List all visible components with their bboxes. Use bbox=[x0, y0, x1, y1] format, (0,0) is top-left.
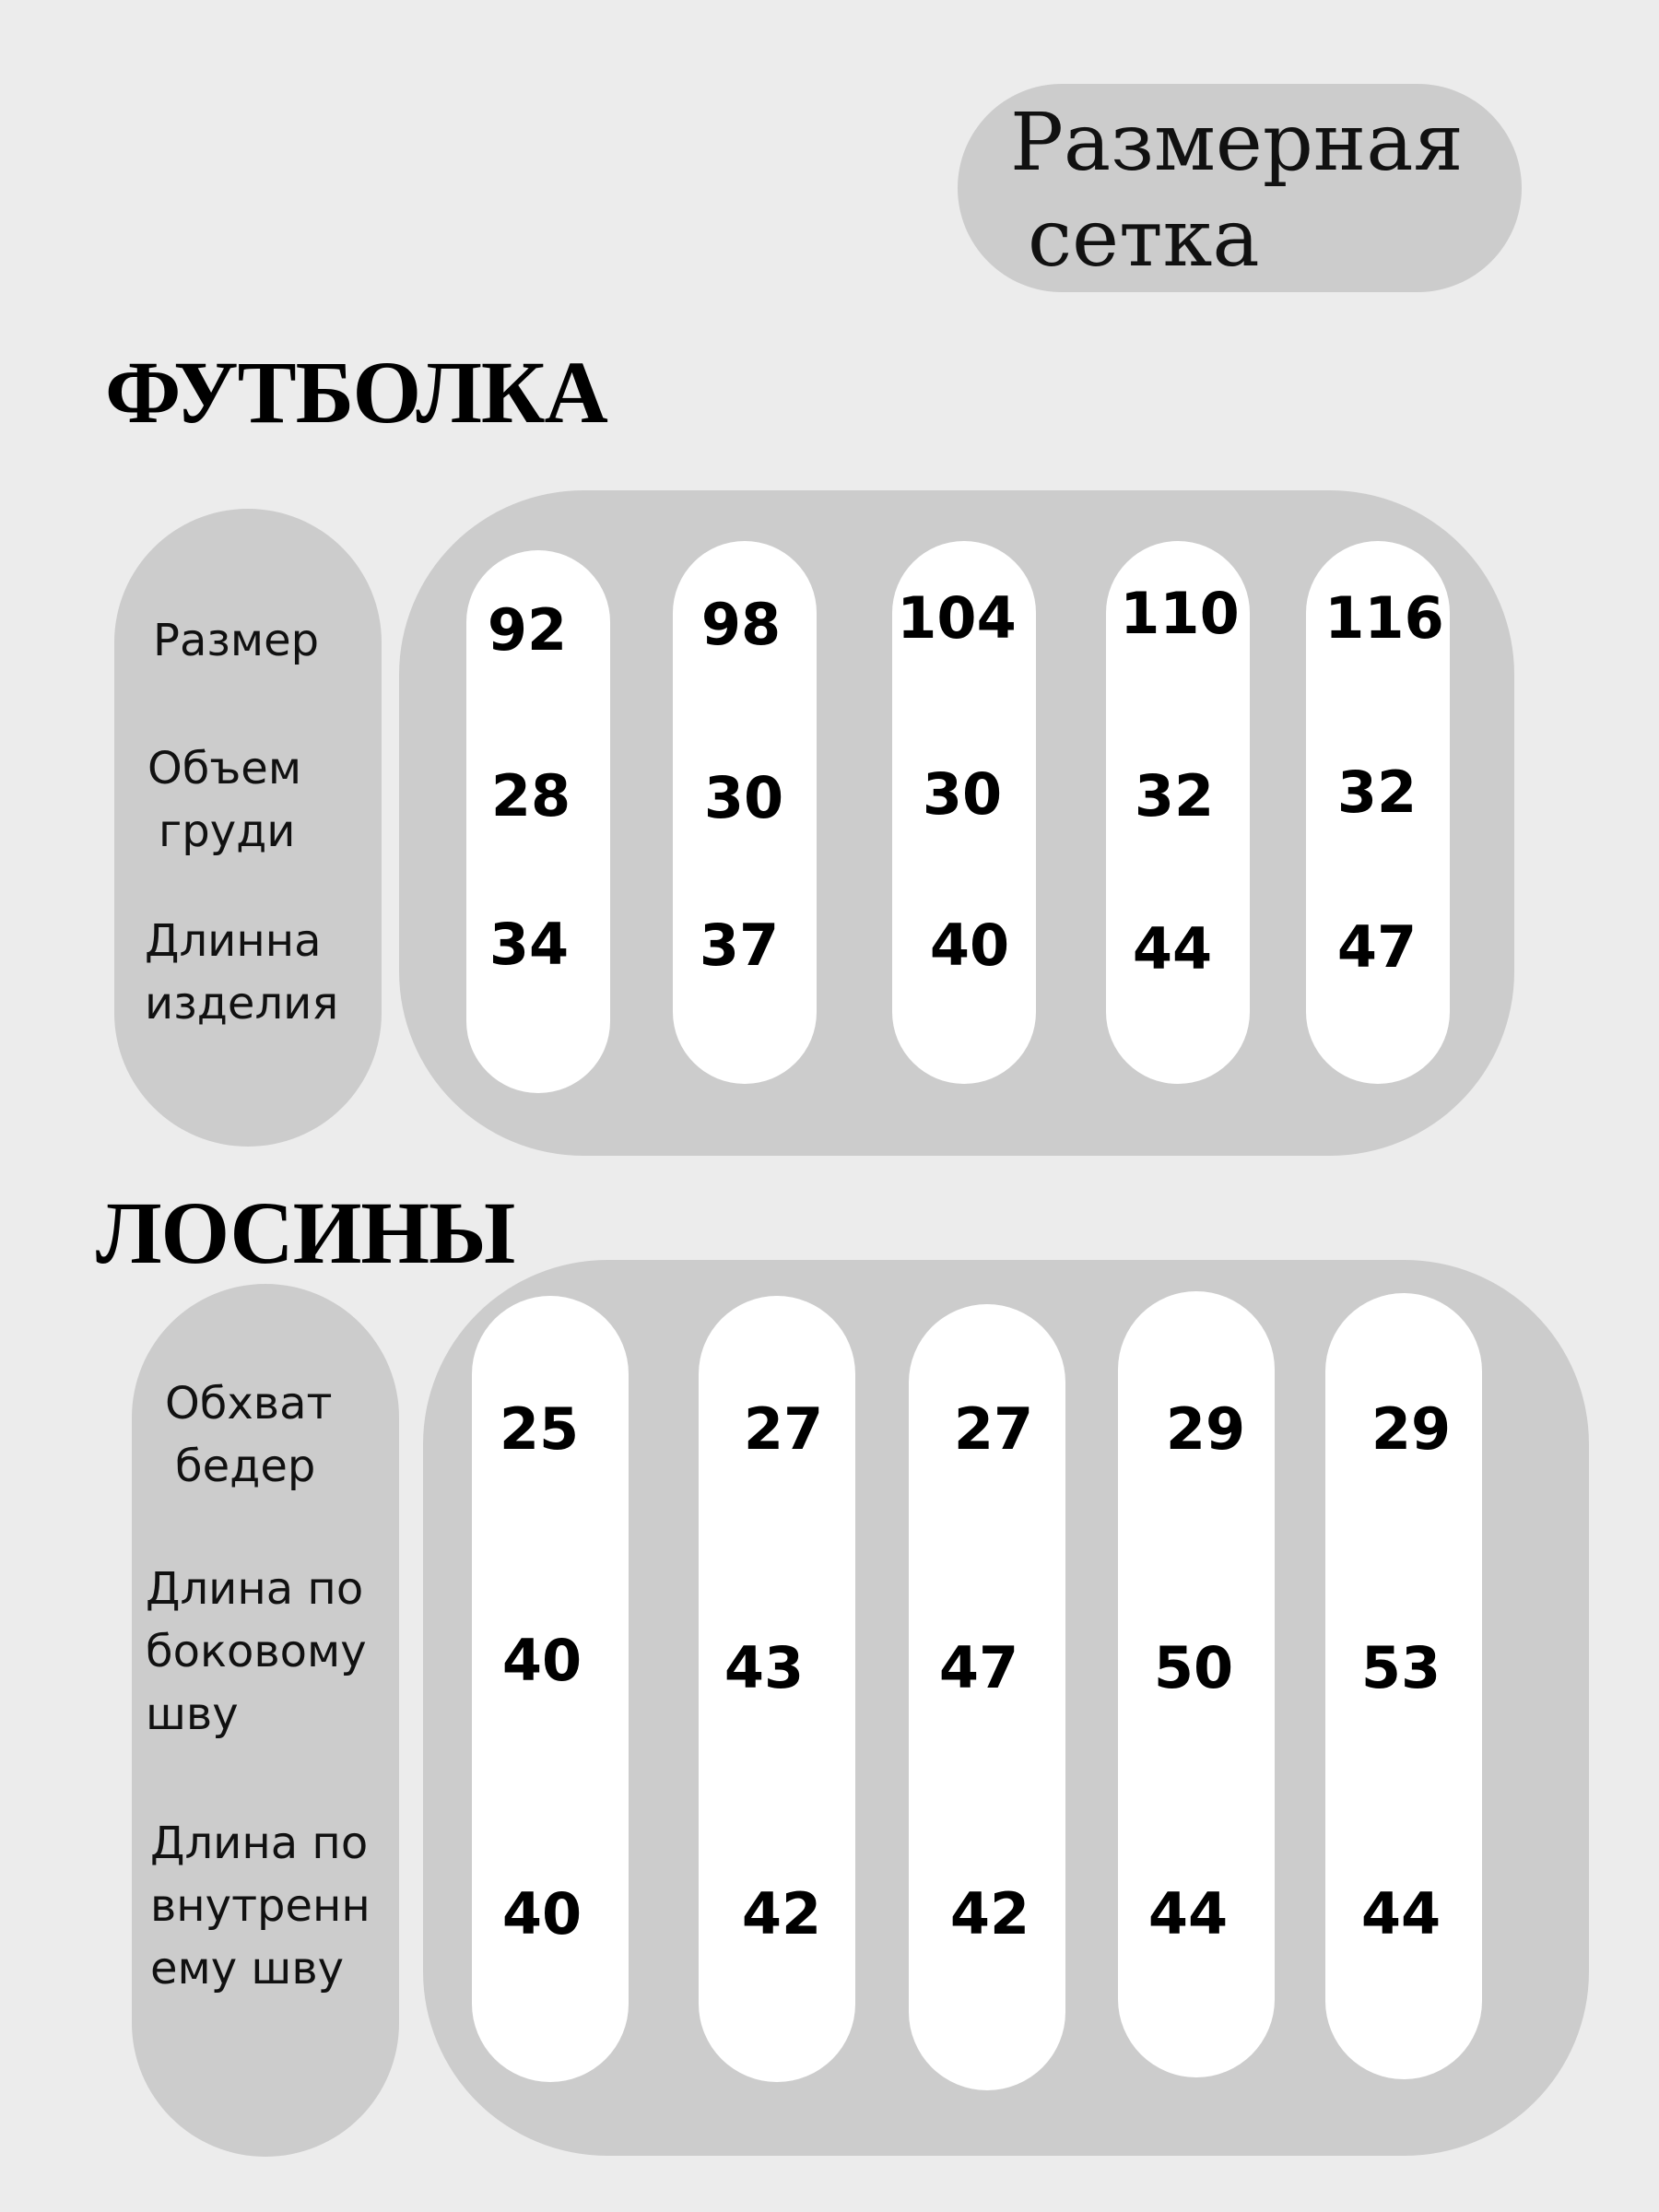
tshirt-label-chest: Объем bbox=[147, 743, 302, 794]
tshirt-size-value: 104 bbox=[897, 584, 1017, 652]
title-line-1: Размерная bbox=[1010, 97, 1464, 189]
tshirt-chest-value: 32 bbox=[1134, 762, 1215, 830]
tshirt-chest-value: 30 bbox=[703, 764, 784, 831]
leggings-label-side-seam-line2: боковому bbox=[146, 1626, 367, 1677]
title-line-2: сетка bbox=[1028, 193, 1260, 285]
tshirt-length-value: 47 bbox=[1336, 913, 1418, 981]
tshirt-size-value: 98 bbox=[700, 591, 782, 658]
leggings-hips-value: 25 bbox=[499, 1395, 580, 1463]
tshirt-label-chest-line2: груди bbox=[159, 806, 296, 857]
leggings-label-inner-seam-line3: ему шву bbox=[150, 1943, 345, 1994]
leggings-label-inner-seam: Длина по bbox=[150, 1818, 369, 1869]
leggings-side-seam-value: 47 bbox=[938, 1634, 1019, 1701]
tshirt-length-value: 34 bbox=[488, 911, 570, 978]
leggings-hips-value: 29 bbox=[1371, 1395, 1452, 1463]
tshirt-label-length-line2: изделия bbox=[145, 978, 339, 1030]
leggings-side-seam-value: 40 bbox=[501, 1627, 582, 1694]
tshirt-label-length: Длинна bbox=[145, 915, 322, 967]
leggings-hips-value: 27 bbox=[953, 1395, 1034, 1463]
leggings-hips-value: 29 bbox=[1165, 1395, 1246, 1463]
leggings-hips-value: 27 bbox=[743, 1395, 824, 1463]
tshirt-chest-value: 32 bbox=[1336, 759, 1418, 826]
leggings-label-side-seam: Длина по bbox=[146, 1563, 364, 1615]
leggings-label-hips-line2: бедер bbox=[175, 1441, 316, 1492]
tshirt-label-size: Размер bbox=[153, 615, 320, 666]
leggings-label-side-seam-line3: шву bbox=[146, 1688, 239, 1740]
leggings-label-hips: Обхват bbox=[165, 1378, 333, 1430]
tshirt-length-value: 37 bbox=[699, 912, 780, 979]
leggings-side-seam-value: 53 bbox=[1360, 1634, 1441, 1701]
leggings-label-inner-seam-line2: внутренн bbox=[150, 1880, 371, 1932]
leggings-inner-seam-value: 42 bbox=[741, 1880, 822, 1947]
leggings-inner-seam-value: 44 bbox=[1147, 1880, 1229, 1947]
tshirt-chest-value: 30 bbox=[922, 760, 1003, 828]
tshirt-size-value: 92 bbox=[487, 596, 568, 664]
tshirt-length-value: 40 bbox=[929, 912, 1010, 979]
leggings-side-seam-value: 43 bbox=[724, 1634, 805, 1701]
tshirt-chest-value: 28 bbox=[490, 762, 571, 830]
leggings-inner-seam-value: 44 bbox=[1360, 1880, 1441, 1947]
leggings-side-seam-value: 50 bbox=[1153, 1634, 1234, 1701]
tshirt-size-value: 110 bbox=[1120, 580, 1240, 647]
tshirt-size-value: 116 bbox=[1324, 584, 1444, 652]
leggings-inner-seam-value: 40 bbox=[501, 1880, 582, 1947]
tshirt-length-value: 44 bbox=[1132, 915, 1213, 982]
tshirt-heading: ФУТБОЛКА bbox=[105, 343, 607, 441]
leggings-inner-seam-value: 42 bbox=[949, 1880, 1030, 1947]
leggings-heading: ЛОСИНЫ bbox=[96, 1183, 515, 1282]
